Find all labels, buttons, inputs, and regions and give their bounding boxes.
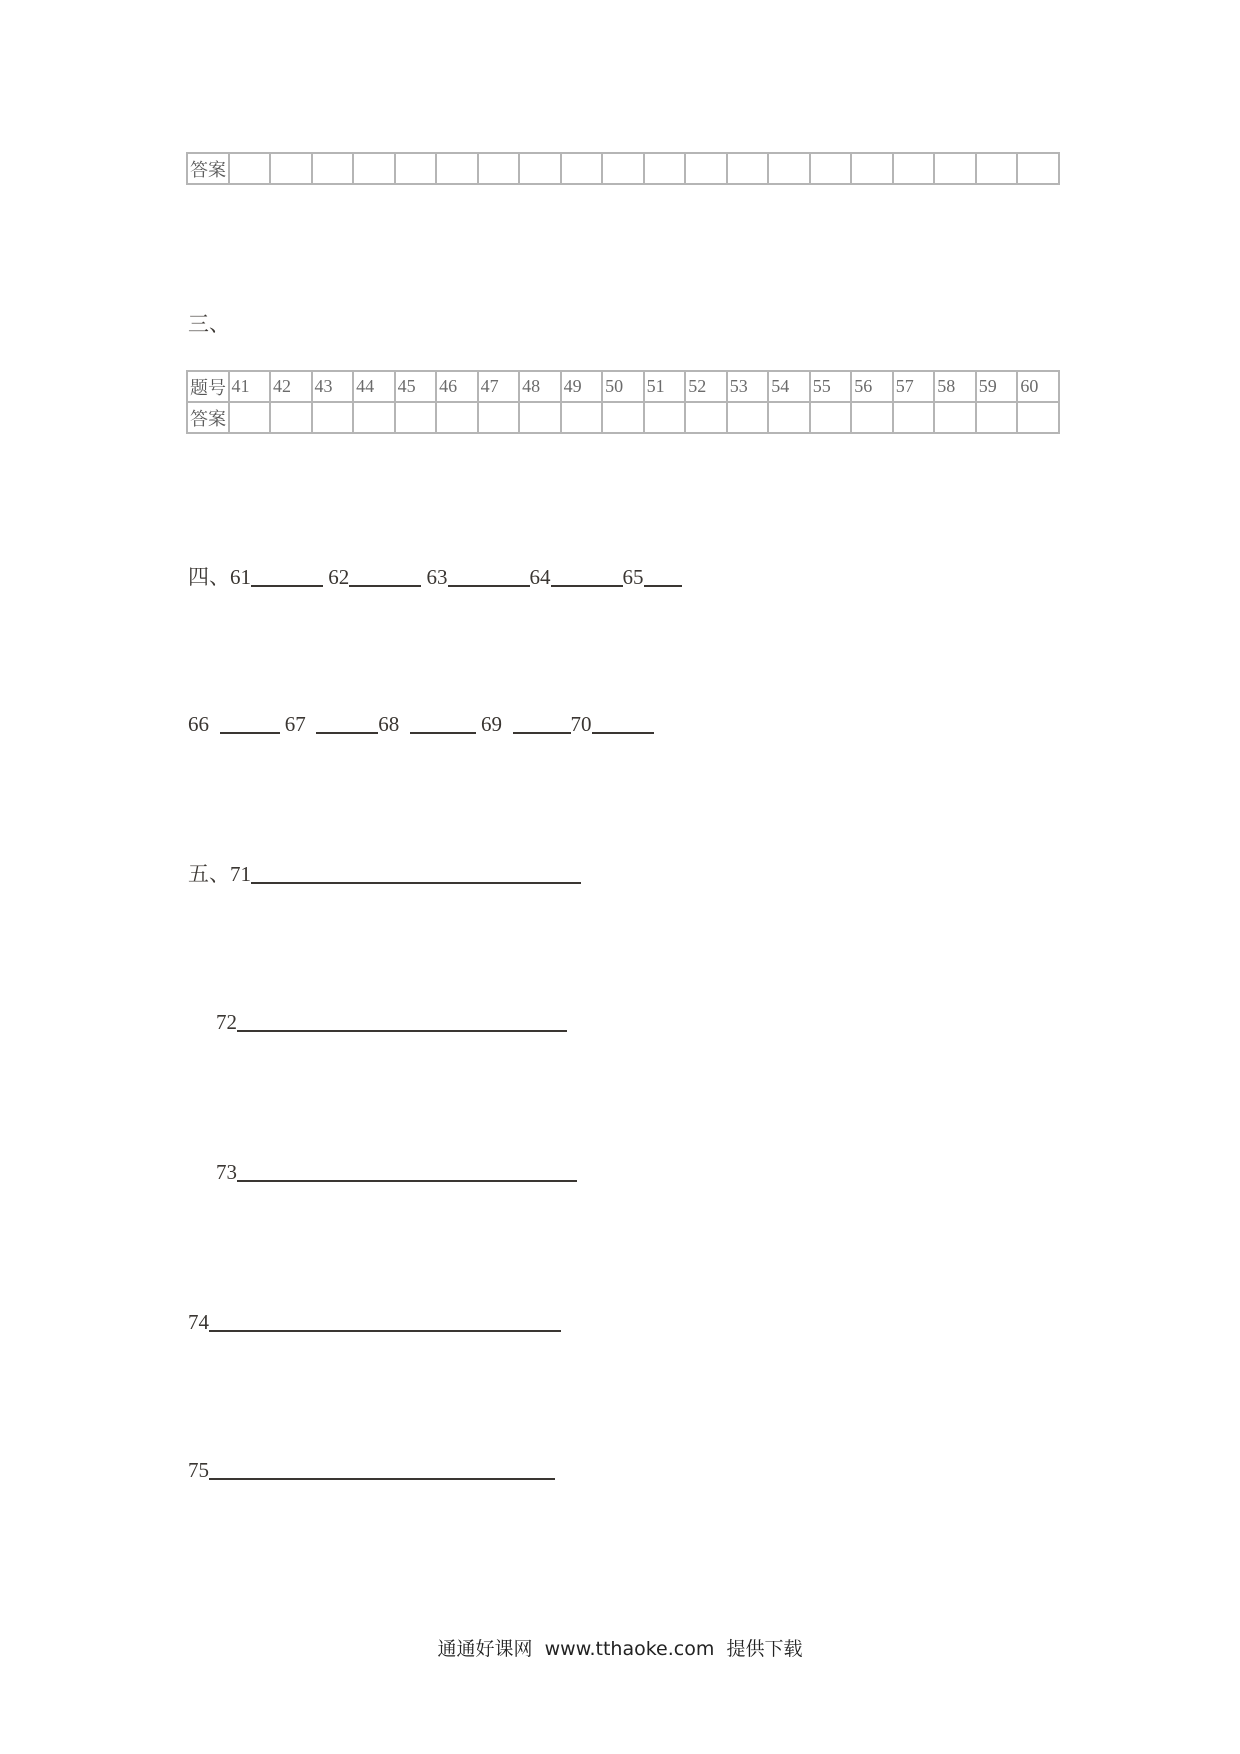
answer-cell[interactable]	[976, 153, 1018, 184]
question-number-cell: 59	[976, 371, 1018, 402]
answer-cell[interactable]	[312, 402, 354, 433]
answer-cell[interactable]	[644, 402, 686, 433]
blank-item: 70	[571, 712, 654, 736]
answer-cell[interactable]	[561, 402, 603, 433]
answer-cell[interactable]	[478, 153, 520, 184]
fill-blank[interactable]	[220, 712, 280, 734]
question-number-cell: 45	[395, 371, 437, 402]
fill-blank[interactable]	[410, 712, 476, 734]
answer-cell[interactable]	[519, 402, 561, 433]
question-number-cell: 56	[851, 371, 893, 402]
answer-cell[interactable]	[727, 402, 769, 433]
question-number-cell: 58	[934, 371, 976, 402]
fill-blank[interactable]	[551, 565, 623, 587]
blank-item: 67	[285, 712, 379, 736]
answer-cell[interactable]	[602, 402, 644, 433]
question-number-label: 题号	[187, 371, 229, 402]
fill-blank[interactable]	[209, 1458, 555, 1480]
question-number-cell: 60	[1017, 371, 1059, 402]
answer-cell[interactable]	[270, 402, 312, 433]
answer-cell[interactable]	[893, 153, 935, 184]
question-number-cell: 41	[229, 371, 271, 402]
question-number-cell: 55	[810, 371, 852, 402]
question-number-cell: 48	[519, 371, 561, 402]
section-5-prefix: 五、	[188, 862, 230, 886]
answer-cell[interactable]	[353, 153, 395, 184]
section-5-item-71: 五、71	[188, 862, 581, 886]
answer-cell[interactable]	[436, 153, 478, 184]
blank-item: 68	[378, 712, 476, 736]
section-5-item-73: 73	[216, 1160, 577, 1184]
answer-cell[interactable]	[395, 402, 437, 433]
answer-cell[interactable]	[685, 402, 727, 433]
answer-cell[interactable]	[934, 402, 976, 433]
answer-cell[interactable]	[976, 402, 1018, 433]
answer-cell[interactable]	[436, 402, 478, 433]
answer-cell[interactable]	[768, 153, 810, 184]
blank-item: 64	[530, 565, 623, 589]
question-number-cell: 47	[478, 371, 520, 402]
question-number-cell: 43	[312, 371, 354, 402]
blank-item: 62	[328, 565, 421, 589]
answer-cell[interactable]	[1017, 402, 1059, 433]
answer-cell[interactable]	[1017, 153, 1059, 184]
fill-blank[interactable]	[316, 712, 378, 734]
answer-row-label: 答案	[187, 402, 229, 433]
answer-row	[187, 153, 1059, 184]
answer-cell[interactable]	[602, 153, 644, 184]
fill-blank[interactable]	[349, 565, 421, 587]
answer-cell[interactable]	[934, 153, 976, 184]
blank-item: 61	[230, 565, 323, 589]
question-number-cell: 42	[270, 371, 312, 402]
section-4-row-1	[188, 565, 682, 589]
answer-cell[interactable]	[727, 153, 769, 184]
fill-blank[interactable]	[251, 862, 581, 884]
answer-cell[interactable]	[851, 402, 893, 433]
section-3-heading: 三、	[188, 312, 230, 336]
answer-cell[interactable]	[685, 153, 727, 184]
answer-cell[interactable]	[851, 153, 893, 184]
section-5-item-75: 75	[188, 1458, 555, 1482]
fill-blank[interactable]	[209, 1310, 561, 1332]
answer-cell[interactable]	[478, 402, 520, 433]
fill-blank[interactable]	[513, 712, 571, 734]
fill-blank[interactable]	[251, 565, 323, 587]
fill-blank[interactable]	[448, 565, 530, 587]
section-5-item-74: 74	[188, 1310, 561, 1334]
answer-row-label: 答案	[187, 153, 229, 184]
fill-blank[interactable]	[644, 565, 682, 587]
answer-cell[interactable]	[395, 153, 437, 184]
answer-cell[interactable]	[519, 153, 561, 184]
answer-table-3	[186, 370, 1060, 434]
answer-cell[interactable]	[270, 153, 312, 184]
fill-blank[interactable]	[592, 712, 654, 734]
answer-cell[interactable]	[644, 153, 686, 184]
question-number-cell: 44	[353, 371, 395, 402]
answer-cell[interactable]	[768, 402, 810, 433]
question-number-cell: 53	[727, 371, 769, 402]
blank-item: 63	[427, 565, 530, 589]
answer-cell[interactable]	[312, 153, 354, 184]
answer-row	[187, 402, 1059, 433]
page-footer: 通通好课网 www.tthaoke.com 提供下载	[437, 1638, 803, 1660]
answer-cell[interactable]	[810, 153, 852, 184]
section-4-row-2	[188, 712, 654, 736]
question-number-cell: 52	[685, 371, 727, 402]
answer-cell[interactable]	[229, 402, 271, 433]
question-number-cell: 51	[644, 371, 686, 402]
answer-cell[interactable]	[353, 402, 395, 433]
section-5-item-72: 72	[216, 1010, 567, 1034]
answer-cell[interactable]	[810, 402, 852, 433]
question-number-cell: 54	[768, 371, 810, 402]
question-number-row	[187, 371, 1059, 402]
section-4-prefix: 四、	[188, 565, 230, 589]
answer-cell[interactable]	[229, 153, 271, 184]
question-number-cell: 50	[602, 371, 644, 402]
blank-item: 69	[481, 712, 571, 736]
answer-cell[interactable]	[893, 402, 935, 433]
answer-cell[interactable]	[561, 153, 603, 184]
answer-table-1	[186, 152, 1060, 185]
fill-blank[interactable]	[237, 1010, 567, 1032]
blank-item: 65	[623, 565, 682, 589]
question-number-cell: 46	[436, 371, 478, 402]
question-number-cell: 49	[561, 371, 603, 402]
question-number-cell: 57	[893, 371, 935, 402]
fill-blank[interactable]	[237, 1160, 577, 1182]
blank-item: 66	[188, 712, 280, 736]
